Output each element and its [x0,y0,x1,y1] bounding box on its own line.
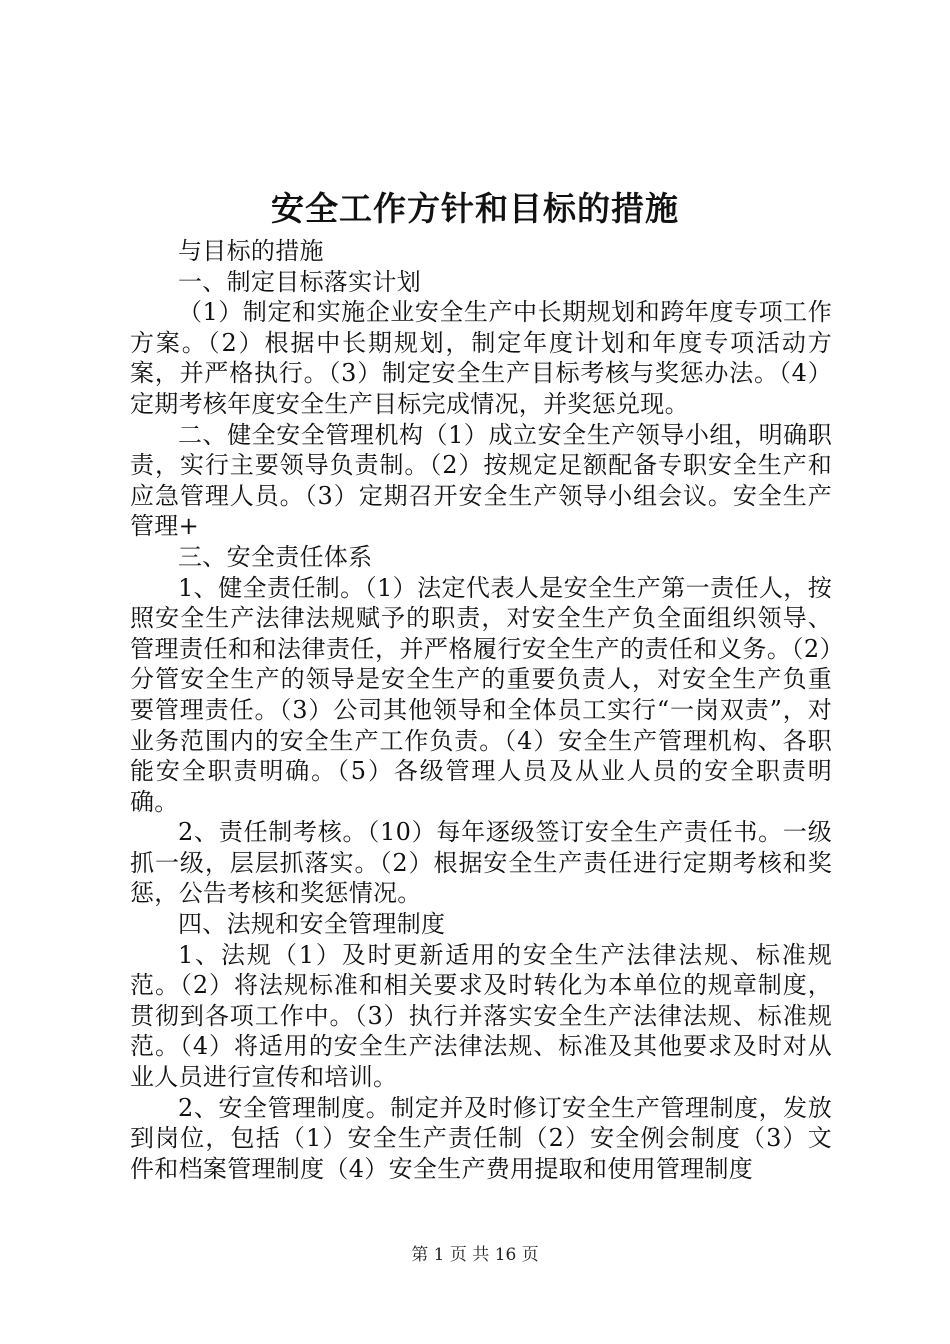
document-body [130,236,832,1184]
paragraph-safety-organization: 二、健全安全管理机构（1）成立安全生产领导小组，明确职责，实行主要领导负责制。（2）按规定足额配备专职安全生产和应急管理人员。（3）定期召开安全生产领导小组会议。安全生产管理+ [130,420,832,541]
section-heading-1: 一、制定目标落实计划 [178,267,421,296]
section-heading-3: 三、安全责任体系 [178,542,373,571]
page-number-footer: 第 1 页 共 16 页 [411,1245,539,1265]
paragraph-intro: 与目标的措施 [178,237,324,265]
section-heading-4: 四、法规和安全管理制度 [178,910,446,939]
paragraph-responsibility-assessment: 2、责任制考核。（10）每年逐级签订安全生产责任书。一级抓一级，层层抓落实。（2）根据安全生产责任进行定期考核和奖惩，公告考核和奖惩情况。 [130,818,832,908]
paragraph-management-rules: 2、安全管理制度。制定并及时修订安全生产管理制度，发放到岗位，包括（1）安全生产责任制（2）安全例会制度（3）文件和档案管理制度（4）安全生产费用提取和使用管理制度 [130,1093,832,1183]
document-title: 安全工作方针和目标的措施 [271,189,679,228]
paragraph-regulations: 1、法规（1）及时更新适用的安全生产法律法规、标准规范。（2）将法规标准和相关要求及时转化为本单位的规章制度，贯彻到各项工作中。（3）执行并落实安全生产法律法规、标准规范。（4）将适用的安全生产法律法规、标准及其他要求及时对从业人员进行宣传和培训。 [130,940,832,1092]
paragraph-responsibility-system: 1、健全责任制。（1）法定代表人是安全生产第一责任人，按照安全生产法律法规赋予的职责，对安全生产负全面组织领导、管理责任和和法律责任，并严格履行安全生产的责任和义务。（2）分管安全生产的领导是安全生产的重要负责人，对安全生产负重要管理责任。（3）公司其他领导和全体员工实行“一岗双责”，对业务范围内的安全生产工作负责。（4）安全生产管理机构、各职能安全职责明确。（5）各级管理人员及从业人员的安全职责明确。 [130,573,832,816]
paragraph-goal-plan: （1）制定和实施企业安全生产中长期规划和跨年度专项工作方案。（2）根据中长期规划，制定年度计划和年度专项活动方案，并严格执行。（3）制定安全生产目标考核与奖惩办法。（4）定期考核年度安全生产目标完成情况，并奖惩兑现。 [130,298,832,418]
